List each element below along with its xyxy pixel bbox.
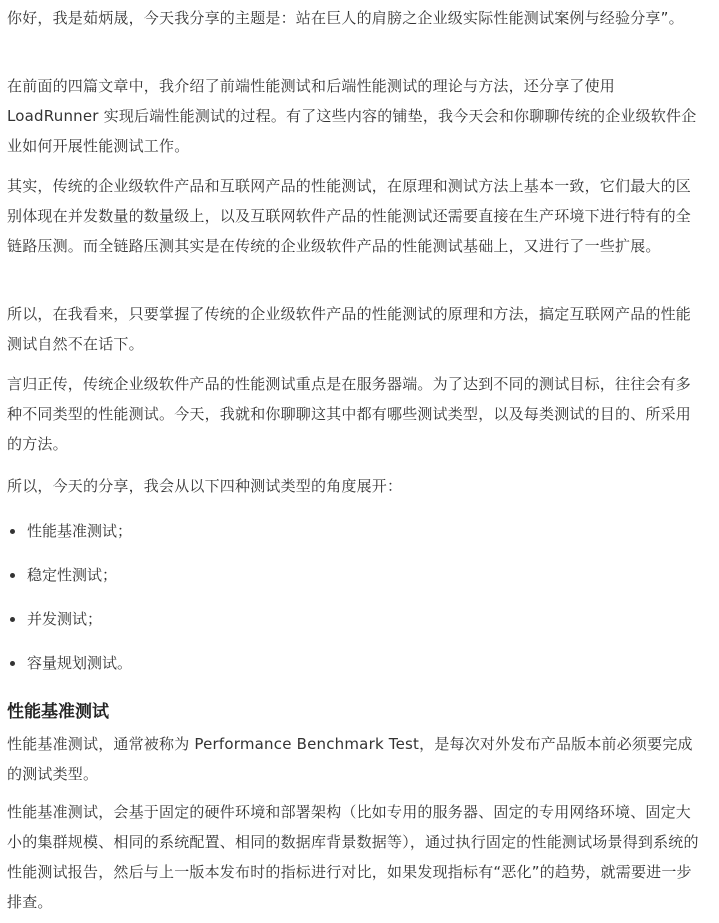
list-item <box>7 516 702 560</box>
intro-paragraph: 你好，我是茹炳晟，今天我分享的主题是：站在巨人的肩膀之企业级实际性能测试案例与经验分享”。 <box>7 9 684 27</box>
bullet-icon <box>10 529 15 534</box>
list-item <box>7 604 702 648</box>
benchmark-detail-paragraph: 性能基准测试，会基于固定的硬件环境和部署架构（比如专用的服务器、固定的专用网络环境、固定大小的集群规模、相同的系统配置、相同的数据库背景数据等），通过执行固定的性能测试场景得到系统的性能测试报告，然后与上一版本发布时的指标进行对比，如果发现指标有“恶化”的趋势，就需要进一步排查。 <box>7 803 699 911</box>
bullet-icon <box>10 617 15 622</box>
list-item-label: 并发测试； <box>27 610 103 628</box>
section-heading: 性能基准测试 <box>7 702 109 722</box>
list-item <box>7 648 702 692</box>
list-item-label: 稳定性测试； <box>27 566 118 584</box>
list-item-label: 容量规划测试。 <box>27 654 133 672</box>
list-item <box>7 560 702 604</box>
outline-intro-paragraph: 所以，今天的分享，我会从以下四种测试类型的角度展开： <box>7 477 403 495</box>
conclusion-paragraph: 所以，在我看来，只要掌握了传统的企业级软件产品的性能测试的原理和方法，搞定互联网产品的性能测试自然不在话下。 <box>7 305 692 353</box>
list-item-label: 性能基准测试； <box>27 522 133 540</box>
benchmark-definition-paragraph: 性能基准测试，通常被称为 Performance Benchmark Test，是每次对外发布产品版本前必须要完成的测试类型。 <box>7 735 693 783</box>
bullet-icon <box>10 573 15 578</box>
comparison-paragraph: 其实，传统的企业级软件产品和互联网产品的性能测试，在原理和测试方法上基本一致，它们最大的区别体现在并发数量的数量级上，以及互联网软件产品的性能测试还需要直接在生产环境下进行特有的全链路压测。而全链路压测其实是在传统的企业级软件产品的性能测试基础上，又进行了一些扩展。 <box>7 177 692 255</box>
topic-paragraph: 言归正传，传统企业级软件产品的性能测试重点是在服务器端。为了达到不同的测试目标，往往会有多种不同类型的性能测试。今天，我就和你聊聊这其中都有哪些测试类型，以及每类测试的目的、所采用的方法。 <box>7 375 692 453</box>
test-type-list <box>7 516 702 692</box>
bullet-icon <box>10 661 15 666</box>
background-paragraph: 在前面的四篇文章中，我介绍了前端性能测试和后端性能测试的理论与方法，还分享了使用 LoadRunner 实现后端性能测试的过程。有了这些内容的铺垫，我今天会和你聊聊传统的企业级软件企业如何开展性能测试工作。 <box>7 77 697 155</box>
